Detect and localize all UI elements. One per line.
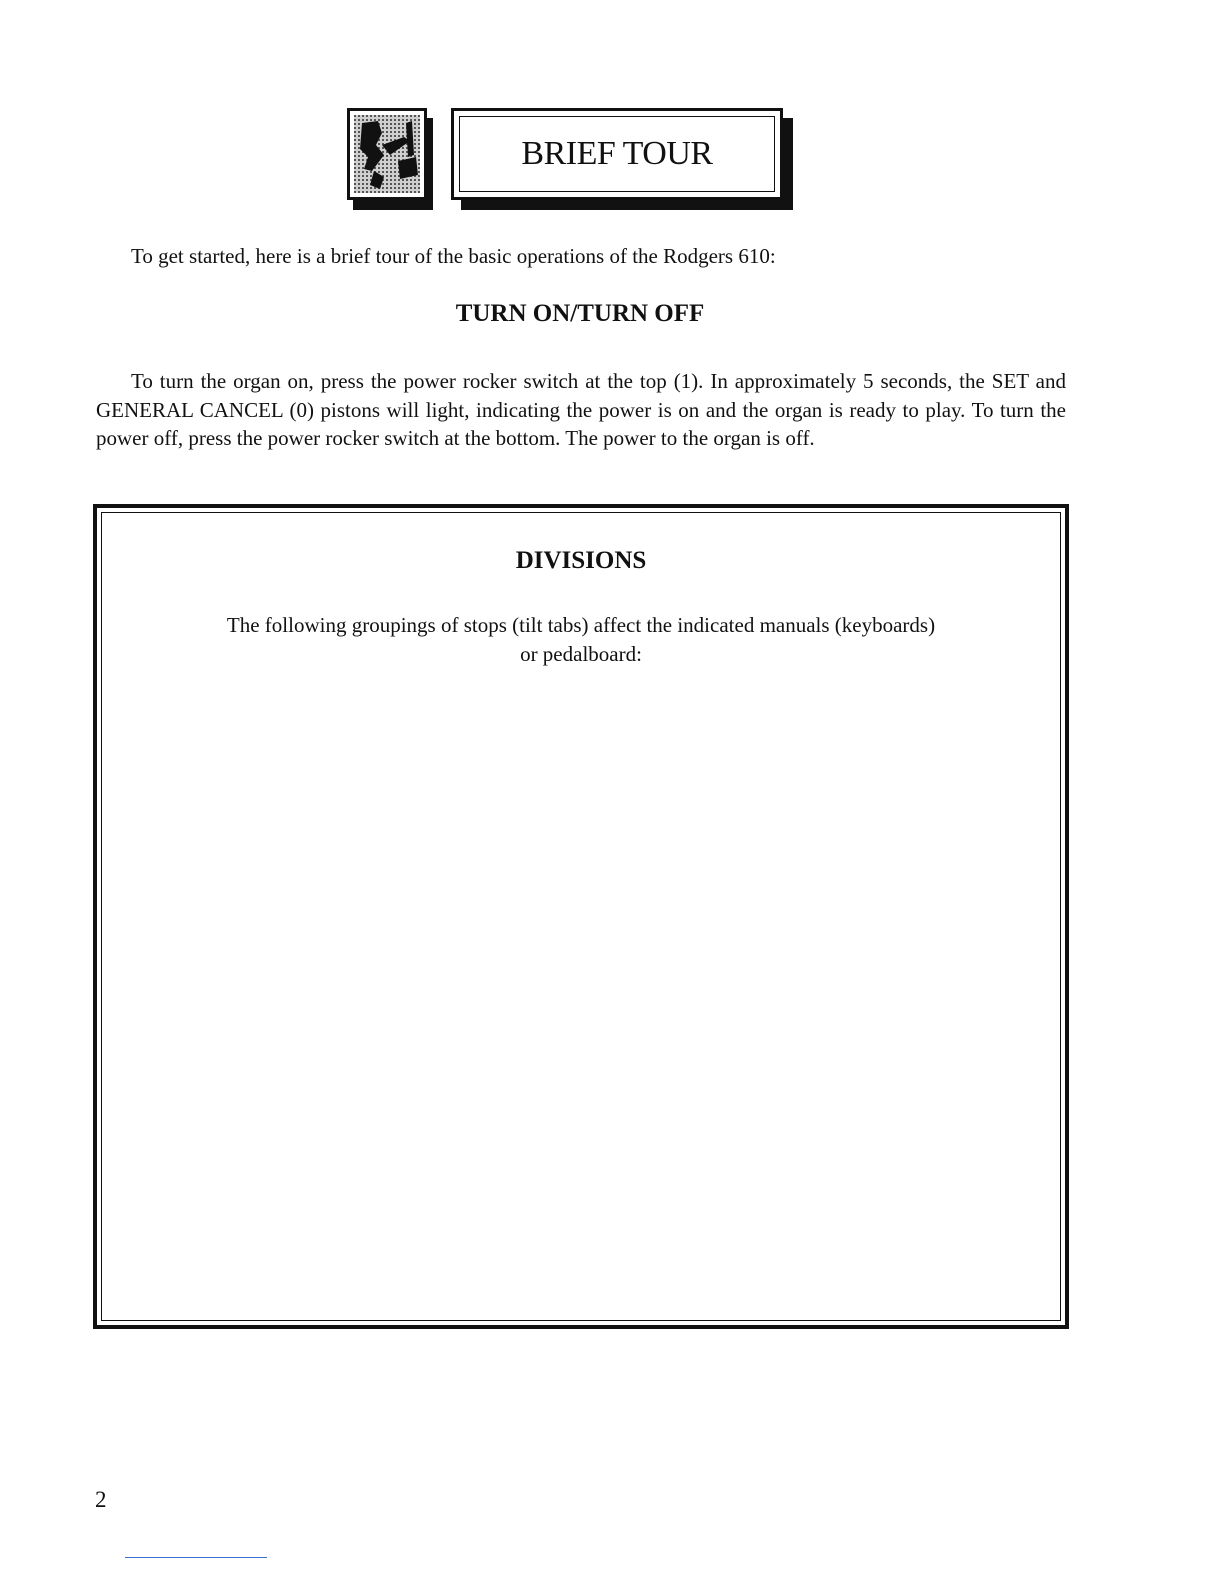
turn-on-off-heading: TURN ON/TURN OFF	[455, 300, 705, 327]
divisions-heading: DIVISIONS	[515, 547, 647, 574]
page-title: BRIEF TOUR	[521, 135, 713, 172]
divisions-description-line1: The following groupings of stops (tilt tabs) affect the indicated manuals (keyboards)	[226, 613, 936, 637]
organist-illustration	[354, 115, 420, 193]
title-box	[451, 108, 783, 200]
divisions-description-line2: or pedalboard:	[520, 642, 642, 666]
page-number: 2	[95, 1487, 107, 1512]
section-header	[347, 104, 799, 216]
title-frame	[459, 116, 775, 192]
footer-rule	[125, 1557, 267, 1558]
divisions-description	[142, 611, 1020, 669]
divisions-box	[93, 504, 1069, 1329]
intro-text: To get started, here is a brief tour of the basic operations of the Rodgers 610:	[131, 244, 776, 268]
organist-icon	[347, 108, 427, 200]
turn-on-off-body: To turn the organ on, press the power rocker switch at the top (1). In approximately 5 seconds, the SET and GENERAL CANCEL (0) pistons will light, indicating the power is on and the organ is ready to play. To turn the power off, press the power rocker switch at the bottom. The power to the organ is off.	[96, 369, 1066, 450]
divisions-frame	[101, 512, 1061, 1321]
